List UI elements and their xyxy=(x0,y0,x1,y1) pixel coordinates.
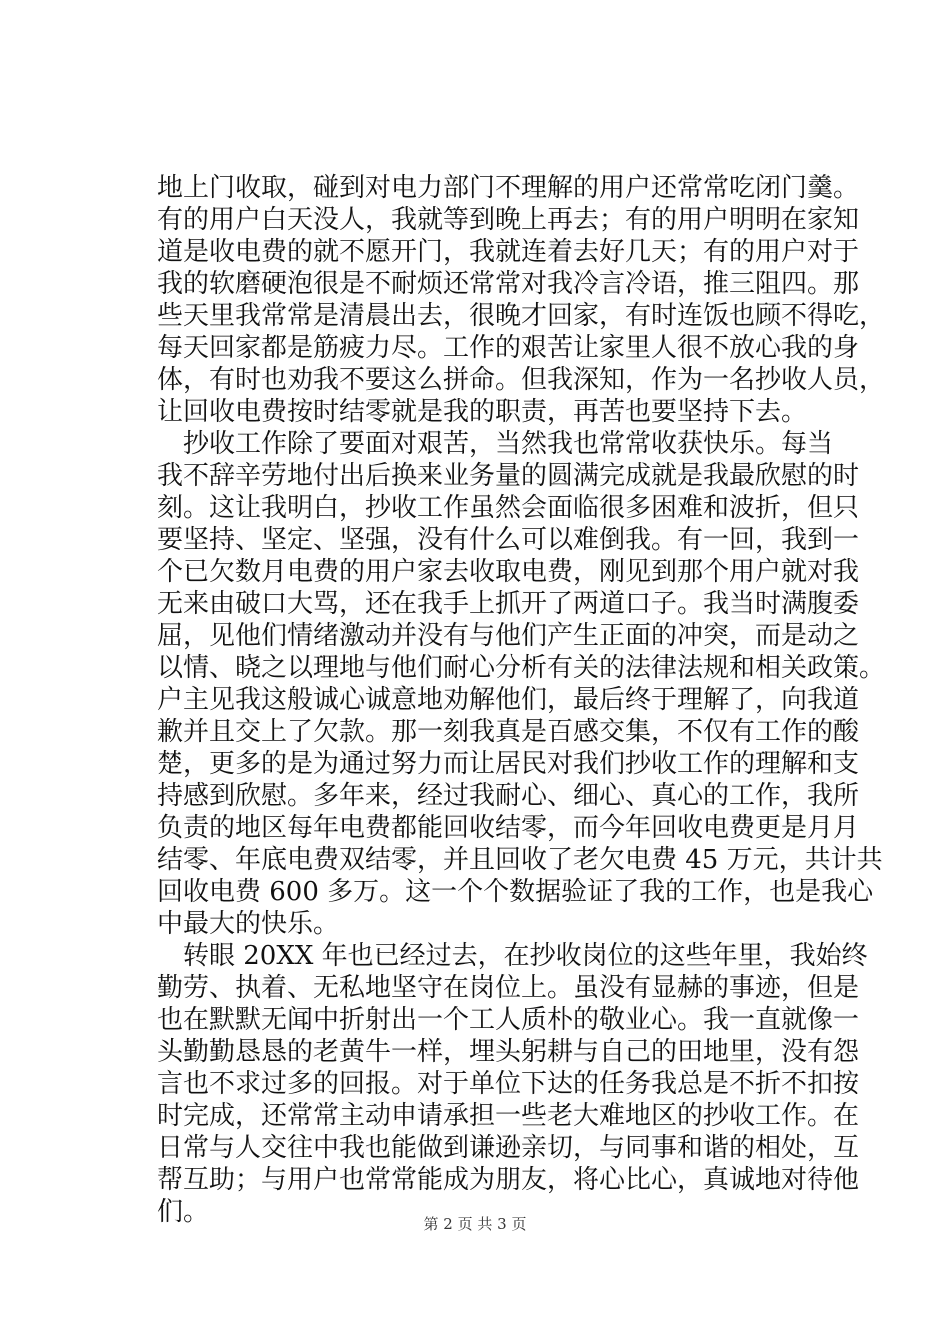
text-line: 时完成，还常常主动申请承担一些老大难地区的抄收工作。在 xyxy=(157,1101,860,1131)
text-line: 我的软磨硬泡很是不耐烦还常常对我冷言冷语，推三阻四。那 xyxy=(157,269,860,299)
text-line: 帮互助；与用户也常常能成为朋友，将心比心，真诚地对待他 xyxy=(157,1165,860,1195)
text-line: 道是收电费的就不愿开门，我就连着去好几天；有的用户对于 xyxy=(157,237,860,267)
text-line: 头勤勤恳恳的老黄牛一样，埋头躬耕与自己的田地里，没有怨 xyxy=(157,1037,860,1067)
text-line: 以情、晓之以理地与他们耐心分析有关的法律法规和相关政策。 xyxy=(157,653,886,683)
text-line: 体，有时也劝我不要这么拼命。但我深知，作为一名抄收人员， xyxy=(157,365,886,395)
text-line: 我不辞辛劳地付出后换来业务量的圆满完成就是我最欣慰的时 xyxy=(157,461,860,491)
text-line: 转眼 20XX 年也已经过去，在抄收岗位的这些年里，我始终 xyxy=(183,941,868,971)
text-line: 每天回家都是筋疲力尽。工作的艰苦让家里人很不放心我的身 xyxy=(157,333,860,363)
text-line: 日常与人交往中我也能做到谦逊亲切，与同事和谐的相处，互 xyxy=(157,1133,860,1163)
text-line: 屈，见他们情绪激动并没有与他们产生正面的冲突，而是动之 xyxy=(157,621,860,651)
paragraph-3 xyxy=(157,940,868,1228)
paragraph-2 xyxy=(157,428,886,940)
text-line: 中最大的快乐。 xyxy=(157,909,340,939)
text-line: 勤劳、执着、无私地坚守在岗位上。虽没有显赫的事迹，但是 xyxy=(157,973,860,1003)
text-line: 户主见我这般诚心诚意地劝解他们，最后终于理解了，向我道 xyxy=(157,685,860,715)
page-number-footer: 第 2 页 共 3 页 xyxy=(423,1215,527,1233)
text-line: 结零、年底电费双结零，并且回收了老欠电费 45 万元，共计共 xyxy=(157,845,883,875)
text-line: 负责的地区每年电费都能回收结零，而今年回收电费更是月月 xyxy=(157,813,860,843)
text-line: 有的用户白天没人，我就等到晚上再去；有的用户明明在家知 xyxy=(157,205,860,235)
document-body xyxy=(157,172,886,1228)
text-line: 抄收工作除了要面对艰苦，当然我也常常收获快乐。每当 xyxy=(183,429,834,459)
text-line: 楚，更多的是为通过努力而让居民对我们抄收工作的理解和支 xyxy=(157,749,860,779)
text-line: 言也不求过多的回报。对于单位下达的任务我总是不折不扣按 xyxy=(157,1069,860,1099)
paragraph-1 xyxy=(157,172,886,428)
text-line: 地上门收取，碰到对电力部门不理解的用户还常常吃闭门羹。 xyxy=(157,173,860,203)
text-line: 回收电费 600 多万。这一个个数据验证了我的工作，也是我心 xyxy=(157,877,874,907)
text-line: 刻。这让我明白，抄收工作虽然会面临很多困难和波折，但只 xyxy=(157,493,860,523)
text-line: 们。 xyxy=(157,1197,210,1227)
text-line: 要坚持、坚定、坚强，没有什么可以难倒我。有一回，我到一 xyxy=(157,525,860,555)
text-line: 持感到欣慰。多年来，经过我耐心、细心、真心的工作，我所 xyxy=(157,781,860,811)
text-line: 个已欠数月电费的用户家去收取电费，刚见到那个用户就对我 xyxy=(157,557,860,587)
text-line: 无来由破口大骂，还在我手上抓开了两道口子。我当时满腹委 xyxy=(157,589,860,619)
text-line: 些天里我常常是清晨出去，很晚才回家，有时连饭也顾不得吃， xyxy=(157,301,886,331)
text-line: 让回收电费按时结零就是我的职责，再苦也要坚持下去。 xyxy=(157,397,808,427)
text-line: 歉并且交上了欠款。那一刻我真是百感交集，不仅有工作的酸 xyxy=(157,717,860,747)
text-line: 也在默默无闻中折射出一个工人质朴的敬业心。我一直就像一 xyxy=(157,1005,860,1035)
